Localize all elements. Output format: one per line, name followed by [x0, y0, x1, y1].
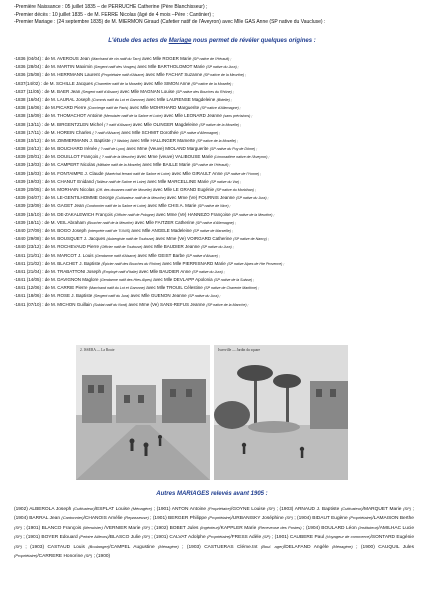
act-groom: M. TRABATTONI Joseph [51, 268, 102, 274]
act-groom: M. MICHON Guillain [51, 301, 92, 307]
act-groom-origin: (Épicier natif des Bouches du Rhône) [101, 261, 162, 266]
act-groom-origin: (Soldat natif du Nord) [93, 302, 128, 307]
acts-heading: L'étude des actes de Mariage nous permet de révéler quelques origines : [108, 38, 316, 44]
marriage-entry-text: /KAPPLER Marie [219, 525, 258, 531]
marriage-act-row: -1839 (15/10) : de M. DE-ZAKALEWICH François (Officier natif de Pologne) avec Mme (Ve) HANNEZO Françoise (SP native de la Meurthe) ; [14, 211, 275, 217]
act-groom: M. BIRGENTZLEN Michel [50, 121, 103, 127]
marriage-act-row: -1838 (24/12) : de M. BOUCHARD Irénée ( ? natif de Lyon) avec Mme (Veuve) MIOLAND Marguerite (SP native du Puy de Dôme) ; [14, 146, 258, 152]
first-birth-line: -Première Naissance : 05 juillet 1835 – de PERRUCHE Catherine (Père Blanchisseur) ; [14, 4, 208, 10]
marriage-act-row: -1839 (04/07) : de M. LE-GENTILHOMME George (Cultivateur natif de la Meurthe) avec Mme (Ve) FOURNIS Jeanne (SP native du Jura) ; [14, 195, 269, 201]
palm-square-image [214, 345, 348, 480]
act-bride: Mme (Ve) HANNEZO Françoise [166, 211, 231, 217]
act-bride-origin: (SP native du Jura) ; [187, 294, 221, 299]
act-date: -1839 (20/05) [14, 187, 42, 192]
marriage-entry-occupation: (Ménagère) [131, 506, 153, 511]
act-groom-origin: ( ? natif de la Meurthe) [99, 155, 136, 160]
marriage-entry-occupation: (SP) [141, 524, 150, 530]
act-bride: Mlle HALLINGER Mamerte [141, 137, 196, 143]
act-bride-origin: (SP native du Jura) ; [235, 196, 269, 201]
marriage-entry-occupation: (SP) [84, 553, 93, 559]
marriage-act-row: -1841 (14/05) : de M. DAVIGNON Maglore (Gendarme natif des Htes Alpes) avec Mlle DEVLAPP Apolonia (SP native de la Suisse) ; [14, 277, 255, 283]
marriage-entry-text: /FRESS Adèle [230, 535, 263, 541]
marriage-entry-occupation: (Cantonnier) [61, 515, 84, 521]
act-date: -1841 (18/06) [14, 293, 42, 299]
marriage-entry-text: ; (1900) CAUQUIL Jules [352, 544, 414, 550]
act-date: -1840 (23/12) [14, 244, 42, 250]
act-bride: Mlle SIMON Anne [154, 80, 191, 86]
act-groom-origin: (Sergent natif du Jura) [93, 294, 130, 299]
marriage-entry-text: /CAMPEL Augustine [109, 544, 159, 550]
marriage-entry-occupation: (Instituteur) [358, 524, 379, 530]
act-bride: Mlle MARCELLINE Marie [158, 178, 209, 184]
act-date: -1839 (13/03) [14, 162, 42, 168]
postcards [76, 345, 348, 480]
act-groom-origin: ( ? natif d'Alsace) [92, 130, 121, 135]
act-bride: Mme (Ve) SANS-REFUS Jeanne [139, 301, 206, 307]
act-groom: M. ROSE J. Baptiste [51, 293, 93, 299]
act-groom-origin: (Sergent natif d'Alsace) [81, 89, 119, 94]
act-groom-origin: (Boucher natif de la Meurthe) [87, 220, 134, 225]
act-groom-origin: (Gendarme natif d'Alsace) [94, 253, 137, 258]
postcard-photo-street [76, 345, 210, 480]
act-groom: M. CHANUT Enidand [51, 178, 94, 184]
act-groom: M. BOUSQUET J. Jacques [51, 236, 106, 242]
act-bride-origin: (SP native de l'Hérault) ; [192, 57, 232, 61]
marriage-act-row: -1841 (21/04) : de M. TRABATTONI Joseph (Employé natif d'Italie) avec Mlle BAUDIER Anne (SP native du Jura) ; [14, 268, 225, 274]
act-bride-origin: (SP native d'Allemagne) ; [195, 220, 236, 225]
marriage-act-row: -1836 (28/04) : de M. MARTIN Maximin (Sergent natif des Vosges) avec Mlle BARTHOLOMOT Marie (SP native du Jura) ; [14, 64, 239, 70]
act-date: -1841 (21/04) [14, 268, 42, 274]
marriage-act-row: -1840 (23/12) : de M. ROCHEVAUD Pierre (Officier natif de Toulouse) avec Mlle BAUDIER Jeanne (SP native du Jura) ; [14, 244, 234, 250]
act-groom-origin: (Sergent natif des Vosges) [93, 65, 137, 70]
street-scene-image [76, 345, 210, 480]
marriage-entry-text: /GOYNE Louise [231, 507, 268, 512]
act-date: -1838 (24/12) [14, 146, 42, 152]
first-death-line: -Premier décès : 10 juillet 1835 - de M. FERRE Nicolas (âgé de 4 mois –Père : Cantinier) ; [14, 11, 214, 18]
act-bride: Mlle BARTHOLOMOT Marie [148, 64, 205, 70]
act-groom: M. DE-ZAKALEWICH François [51, 211, 113, 217]
marriage-entry-occupation: (Ingénieur) [199, 524, 220, 530]
act-date: -1839 (20/01) [14, 154, 42, 160]
act-groom-origin: (Interprète natif de TUNIS) [87, 228, 131, 233]
act-date: -1839 (15/10) [14, 211, 42, 217]
marriage-entry-text: /AMILHAC Lucie [378, 525, 415, 531]
act-bride-origin: (sans précisions) ; [223, 114, 253, 119]
marriage-entry-text: /CARRERE Honorine [37, 554, 85, 560]
act-bride-origin: (SP native de la Moselle) ; [196, 138, 239, 143]
marriage-entry-text: /SONTARD Eugénie [370, 535, 415, 541]
act-date: -1838 (17/11) [14, 129, 41, 135]
marriage-entry-text: /URBANISKY Joséphine [231, 516, 285, 522]
marriage-entry-occupation: (Ménagère) [158, 543, 179, 549]
act-bride-origin: (SP native de Marseille) ; [192, 228, 233, 233]
marriage-act-row: -1841 (18/06) : de M. ROSE J. Baptiste (Sergent natif du Jura) avec Mlle GUENON Jeanne (SP native du Jura) ; [14, 293, 221, 299]
act-bride-origin: (SP native de l'Hérault) ; [191, 163, 231, 168]
act-groom-origin: ( ? natif de Lyon) [98, 147, 126, 152]
act-date: -1836 (28/04) [14, 64, 42, 70]
marriage-entry-text: ; (1901) BOYER Edouard [22, 535, 80, 541]
act-groom: M. CAMPERT Nicolas [51, 162, 96, 168]
marriage-entry-text: /DELAFAND Angèle [283, 544, 333, 550]
marriage-act-row: -1839 (15/03) : de M. FONTAIMPE J. Claude (Maréchal ferrant natif de Saône et Loire) avec Mlle GIRAULT Anne (SP native de l'Yonne) ; [14, 170, 262, 176]
act-bride: Mme (Veuve) MIOLAND Marguerite [137, 146, 209, 152]
act-bride: Mme (Ve) FOURNIS Jeanne [177, 195, 235, 201]
act-groom: M.PICARD Pierre [51, 105, 87, 111]
act-groom-origin: (Cordonnier natif de la Saône et Loire) [85, 204, 147, 209]
marriage-entry-occupation: (Cultivateur) [72, 506, 95, 511]
marriage-act-row: -1839 (20/05) : de M. MORHAIN Nicolas (Off. des douanes natif de Moselle) avec Mlle LE GRAND Eugénie (SP native du Morbihan) ; [14, 187, 256, 192]
act-bride: Mlle FAITZER Catherine [145, 219, 195, 225]
act-bride-origin: (Limonadière native de l'Aveyron) ; [214, 155, 270, 160]
act-groom: M. LAURAL Joseph [51, 96, 91, 102]
marriage-entry-text: ; (1901) BERGER Philippe [148, 516, 209, 522]
act-bride: Mlle DEVLAPP Apolonia [163, 277, 213, 283]
act-groom: M. FONTAIMPE J. Claude [51, 170, 104, 176]
act-groom-origin: (Marchand de vin natif du Tarn) [91, 57, 141, 61]
marriage-act-row: -1838 (16/06) : de M.PICARD Pierre (Concierge natif de Paris) avec Mlle MOHRHARD Marguerite (SP native d'Allemagne) ; [14, 105, 241, 111]
marriage-act-row: -1838 (16/04) : de M. LAURAL Joseph (Commis natif du Lot et Garonne) avec Mlle LAURENSE Magdeleine (Bidelle) ; [14, 96, 232, 102]
act-bride-origin: (SP native de Nice) ; [197, 204, 231, 209]
marriage-entry-occupation: (SP) [142, 534, 151, 540]
act-bride: Mlle BAUDIER Anne [149, 268, 191, 274]
act-groom: M. MARCOT J. Louis [51, 252, 94, 258]
marriage-entry-text: /CHANOIS Amélie [83, 516, 124, 522]
act-date: -1839 (04/07) [14, 195, 42, 201]
act-date: -1837(14/02) [14, 80, 40, 86]
act-groom-origin: (Charretier natif de la Moselle) [94, 81, 143, 86]
first-marriage-line: -Premier Mariage : (24 septembre 1835) de M. MIERMON Giraud (Cafetier natif de l'Aveyron) avec Mlle GAS Anne (SP native du Vaucluse) : [14, 19, 326, 26]
act-groom: M. MORHAIN Nicolas [51, 187, 95, 192]
marriage-entry-text: ; (1900) [92, 554, 111, 560]
act-date: -1840 (27/09) [14, 227, 42, 233]
marriage-entry-occupation: (Ménagère) [332, 543, 353, 549]
act-groom-origin: (Tailleur natif de Saône et Loire) [95, 179, 147, 184]
act-date: -1841 (12/06) [14, 285, 42, 291]
act-bride: Mlle FACHAT Suzanne [156, 72, 203, 78]
act-bride: Mlle PIERRISNARD Marie [173, 260, 226, 266]
marriage-act-row: -1839 (19/03) : de M. CHANUT Enidand (Tailleur natif de Saône et Loire) avec Mlle MARCELLINE Marie (SP native du Var) ; [14, 178, 242, 184]
act-bride: Mlle LAURENSE Magdeleine [157, 96, 216, 102]
act-date: -1836 (25/08) [14, 72, 42, 78]
other-marriages-paragraph [14, 505, 414, 561]
marriage-act-row: -1839 (23/09) : de M. GAGET Jean (Cordonnier natif de la Saône et Loire) avec Mlle CHIS A. Marie (SP native de Nice) ; [14, 203, 231, 209]
marriage-act-row: -1838 (13/11) : de M. BIRGENTZLEN Michel ( ? natif d'Alsace) avec Mlle OLINGER Magdeleine (SP native de la Moselle) ; [14, 121, 242, 127]
act-bride-origin: (SP native du Jura) ; [201, 245, 234, 250]
act-groom-origin: (Cultivateur natif de la Meurthe) [115, 196, 166, 201]
act-groom: M. DOUILLOT François [51, 154, 99, 160]
act-bride-origin: (SP native Alpes de Hte Provence) ; [227, 261, 285, 266]
act-bride: Mlle GEIST Barbe [148, 252, 185, 258]
marriage-act-row: -1839 (18/11) : de M. VEIL Abraham (Boucher natif de la Meurthe) avec Mlle FAITZER Catherine (SP native d'Allemagne) ; [14, 219, 236, 225]
act-groom: M. THOMACHOT Antoine [51, 113, 103, 119]
act-bride-origin: (SP native de la Meurthe) ; [203, 73, 247, 78]
act-groom: M. BLACHET J. Baptiste [51, 260, 101, 266]
act-groom: M. BOUCHARD Irénée [51, 146, 98, 152]
act-groom-origin: (Officier natif de Pologne) [114, 212, 155, 217]
marriage-act-row: -1841 (12/06) : de M. CARRIE Pierre (Marchand natif du Lot et Garonne) avec Mlle TROUIL Célestine (SP native de Charente Maritime) ; [14, 285, 260, 291]
act-bride: Mlle BAUDIER Jeanne [154, 244, 200, 250]
marriage-entry-text: ; (1901) CALVAT Adolphe [150, 535, 208, 541]
marriage-act-row: -1838 (10/12) : de M. ZIMMERMANN J. Baptiste ( ? Illisible) avec Mlle HALLINGER Mamerte (SP native de la Moselle) ; [14, 137, 239, 143]
act-groom-origin: ( ? Illisible) [111, 138, 130, 143]
act-groom-origin: (Propriétaire natif d'Alsace) [101, 73, 145, 78]
act-date: -1836 (04/04) [14, 56, 42, 61]
marriage-act-row: -1840 (27/09) : de M. BOGO Joseph (Interprète natif de TUNIS) avec Mlle ANGELE Madeleine (SP native de Marseille) ; [14, 227, 233, 233]
marriage-entry-occupation: (Repasseuse) [123, 515, 149, 521]
marriage-entry-text: ; (1901) BLANCO François [22, 525, 83, 531]
act-bride-origin: (SP native du Morbihan) ; [215, 188, 256, 192]
marriage-entry-occupation: (SP) [267, 506, 276, 511]
act-groom-origin: (Militaire natif de la Moselle) [96, 163, 142, 168]
act-date: -1841 (21/01) [14, 252, 42, 258]
act-bride-origin: (SP native de la Moselle) ; [191, 81, 234, 86]
marriage-entry-occupation: (SP) [403, 506, 412, 511]
act-date: -1838 (16/06) [14, 105, 42, 111]
marriage-entry-text: ; (1903) CASTAUD Louis [22, 544, 89, 550]
act-groom-origin: (Employé natif d'Italie) [102, 269, 138, 274]
act-bride-origin: (SP native des Bouches du Rhône) ; [175, 89, 234, 94]
act-date: -1838 (10/12) [14, 137, 42, 143]
marriage-entry-text: ; (1904) BIDAUT Eugène [292, 516, 349, 522]
act-bride-origin: (SP native d'Allemagne) ; [179, 130, 221, 135]
act-bride-origin: (SP native du Var) ; [210, 179, 242, 184]
act-bride: Mlle CHIS A. Marie [158, 203, 197, 209]
marriage-entry-text: /MARQUET Marie [362, 507, 404, 512]
act-bride: Mlle BAILLE Marie [153, 162, 191, 168]
act-date: -1839 (23/09) [14, 203, 42, 209]
marriage-entry-occupation: (Menuisier) [82, 524, 103, 530]
act-groom-origin: ( ? natif d'Alsace) [103, 122, 132, 127]
act-bride-origin: (Bidelle) ; [216, 97, 232, 102]
act-bride: Mlle SCHMIT Dorothée [132, 129, 179, 135]
marriage-entry-text: (1902) ALBEROLA Joseph [14, 507, 73, 512]
postcard-photo-square [214, 345, 348, 480]
marriage-entry-text: ; (1901) ANTON Antoine [152, 507, 208, 512]
marriage-entry-occupation: (Propriétaire) [207, 506, 232, 511]
act-bride: Mme (veuve) VALIBOUSE Marie [147, 154, 213, 160]
act-date: -1837 (11/05) [14, 88, 41, 94]
marriage-entry-text: ; (1904) BOULARD Léon [301, 525, 359, 531]
marriage-act-row: -1837 (11/05) : de M. BAER Jean (Sergent natif d'Alsace) avec Mlle MAGNAN Louise (SP native des Bouches du Rhône) ; [14, 88, 234, 94]
act-bride: Mlle LEONARD Jeanne [174, 113, 222, 119]
act-date: -1841 (14/05) [14, 277, 42, 283]
act-bride: Mlle TROUIL Célestine [156, 285, 203, 291]
act-groom-origin: (Gendarme natif des Htes Alpes) [99, 278, 152, 283]
postcard-caption-left: 2. ISSERA — La Route [80, 348, 115, 352]
act-groom: M. DAVIGNON Maglore [51, 277, 99, 283]
act-groom-origin: (Menuisier natif de la Saône et Loire) [103, 114, 163, 119]
marriage-act-row: -1841 (21/02) : de M. BLACHET J. Baptiste (Épicier natif des Bouches du Rhône) avec Mlle PIERRISNARD Marie (SP native Alpes de Hte Provence) ; [14, 260, 285, 266]
marriage-entry-occupation: (Receveuse des Postes) [257, 524, 302, 530]
marriage-act-row: -1841 (07/10) : de M. MICHON Guillain (Soldat natif du Nord) avec Mme (Ve) SANS-REFUS Jeanne (SP native de la Manche) ; [14, 301, 249, 307]
act-groom-origin: (Maréchal ferrant natif de Saône et Loire) [104, 171, 171, 176]
act-bride-origin: (SP native de la Meurthe) ; [231, 212, 275, 217]
act-groom: M. SCHILLE Jacques [49, 80, 93, 86]
marriage-act-row: -1840 (29/08) : de M. BOUSQUET J. Jacques (Aubergiste natif de Toulouse) avec Mme (Ve) VOIRGARD Catherine (SP native de Nancy) ; [14, 236, 269, 242]
act-bride: Mlle OLINGER Magdeleine [143, 121, 198, 127]
marriage-act-row: -1839 (13/03) : de M. CAMPERT Nicolas (Militaire natif de la Moselle) avec Mlle BAILLE Marie (SP native de l'Hérault) ; [14, 162, 231, 168]
act-bride-origin: (SP native de l'Yonne) ; [223, 171, 262, 176]
act-groom: M. VEIL Abraham [50, 219, 86, 225]
act-groom: M. ROCHEVAUD Pierre [51, 244, 99, 250]
marriage-entry-occupation: (Propriétaire) [14, 553, 38, 559]
marriage-entry-occupation: (Propriétaire) [349, 515, 373, 521]
act-groom-origin: (Aubergiste natif de Toulouse) [106, 237, 155, 242]
act-groom: M. ZIMMERMANN J. Baptiste [51, 137, 111, 143]
act-bride-origin: (SP native d'Allemagne) ; [200, 106, 241, 111]
act-date: -1839 (19/03) [14, 178, 42, 184]
marriage-entry-text: ; (1903) ARNAUD J. Baptiste [275, 507, 341, 512]
act-date: -1838 (13/11) [14, 121, 41, 127]
act-bride: Mlle ROGER Marie [152, 56, 192, 61]
marriage-entry-occupation: (SP) [284, 515, 293, 521]
act-groom: M. HERRMANN Laurent [51, 72, 100, 78]
marriage-acts-list [14, 55, 414, 309]
act-groom: M. AVEROUS Jean [51, 56, 90, 61]
marriage-entry-occupation: (Propriétaire) [207, 534, 231, 540]
act-date: -1839 (15/03) [14, 170, 42, 176]
act-groom: M. BAER Jean [50, 88, 81, 94]
marriage-entry-occupation: (Propriétaire) [208, 515, 232, 521]
marriage-act-row: -1838 (15/09) : de M. THOMACHOT Antoine (Menuisier natif de la Saône et Loire) avec Mlle LEONARD Jeanne (sans précisions) ; [14, 113, 253, 119]
marriage-entry-occupation: (Voyageur de commerce) [325, 534, 371, 540]
marriage-entry-occupation: (SP) [262, 534, 271, 540]
marriage-entry-occupation: (SP) [14, 524, 22, 530]
act-groom-origin: (Off. des douanes natif de Moselle) [95, 188, 152, 192]
marriage-entry-text: /VERNIER Marie [102, 525, 142, 531]
marriage-act-row: -1836 (25/08) : de M. HERRMANN Laurent (Propriétaire natif d'Alsace) avec Mlle FACHAT Suzanne (SP native de la Meurthe) ; [14, 72, 247, 78]
marriage-entry-occupation: (Cultivateur) [340, 506, 363, 511]
marriage-entry-occupation: (Boulanger) [88, 543, 110, 549]
marriage-entry-occupation: (SP) [14, 543, 22, 549]
marriage-act-row: -1836 (04/04) : de M. AVEROUS Jean (Marchand de vin natif du Tarn) avec Mlle ROGER Marie (SP native de l'Hérault) ; [14, 56, 232, 61]
act-bride-origin: (SP native du Jura) ; [192, 269, 225, 274]
marriage-act-row: -1838 (17/11) : de M. HOREIN Charles ( ? natif d'Alsace) avec Mlle SCHMIT Dorothée (SP native d'Allemagne) ; [14, 129, 221, 135]
act-groom: M. BOGO Joseph [51, 227, 87, 233]
act-groom-origin: (Commis natif du Lot et Garonne) [91, 97, 146, 102]
act-groom-origin: (Marchand natif du Lot et Garonne) [88, 286, 145, 291]
act-bride: Mlle GIRAULT Anne [182, 170, 223, 176]
firsts-block [14, 4, 414, 27]
act-bride-origin: (SP native de la Manche) ; [206, 302, 249, 307]
act-bride-origin: (SP native de la Suisse) ; [213, 278, 255, 283]
act-bride: Mlle GUENON Jeanne [141, 293, 187, 299]
marriage-act-row: -1837(14/02) : de M. SCHILLE Jacques (Charretier natif de la Moselle) avec Mlle SIMON Anne (SP native de la Moselle) ; [14, 80, 234, 86]
act-date: -1841 (21/02) [14, 260, 42, 266]
marriage-act-row: -1839 (20/01) : de M. DOUILLOT François ( ? natif de la Meurthe) avec Mme (veuve) VALIBOUSE Marie (Limonadière native de l'Aveyron) ; [14, 154, 270, 160]
act-date: -1840 (29/08) [14, 236, 42, 242]
act-bride: Mlle MOHRHARD Marguerite [140, 105, 200, 111]
act-bride-origin: (SP native de Nancy) ; [233, 237, 269, 242]
act-groom-origin: (Concierge natif de Paris) [87, 106, 129, 111]
postcard-caption-right: Isserville — Jardin du square [218, 348, 261, 352]
act-groom: M. HOREIN Charles [50, 129, 92, 135]
act-groom: M. CARRIE Pierre [51, 285, 88, 291]
act-bride-origin: (SP native du Jura) ; [206, 65, 239, 70]
act-date: -1838 (15/09) [14, 113, 42, 119]
marriage-act-row: -1841 (21/01) : de M. MARCOT J. Louis (Gendarme natif d'Alsace) avec Mlle GEIST Barbe (SP native d'Alsace) ; [14, 252, 220, 258]
act-bride-origin: (SP native de la Moselle) ; [199, 122, 242, 127]
act-groom: M. MARTIN Maximin [51, 64, 93, 70]
marriage-entry-text: /ESPLAT Louise [94, 507, 132, 512]
marriage-entry-text: /BLASCO Julie [108, 535, 143, 541]
marriage-entry-text: /LAMAISON Berthe [372, 516, 414, 522]
act-bride: Mlle LE GRAND Eugénie [163, 187, 215, 192]
act-bride: Mlle ANGELE Madeleine [142, 227, 192, 233]
act-bride-origin: (SP native d'Alsace) ; [185, 253, 220, 258]
marriage-entry-occupation: (Boul. ager) [260, 543, 284, 549]
marriage-entry-occupation: (SP) [14, 534, 22, 540]
act-bride: Mme (Ve) VOIRGARD Catherine [166, 236, 232, 242]
marriage-entry-text: ; (1901) CAUBERE Paul [270, 535, 326, 541]
other-marriages-heading: Autres MARIAGES relevés avant 1905 : [156, 491, 268, 497]
marriage-entry-occupation: (Peintre Ailleurs) [79, 534, 109, 540]
act-bride: Mlle MAGNAN Louise [130, 88, 175, 94]
act-groom: M. GAGET Jean [51, 203, 84, 209]
act-bride-origin: (SP native du Puy de Dôme) ; [209, 147, 258, 152]
act-groom: M. LE-GENTILHOMME George [51, 195, 115, 201]
marriage-entry-text: ; (1904) BARRAL Jean [14, 507, 415, 522]
marriage-entry-text: ; (1903) CASTUERAS Cléme.tnt [178, 544, 261, 550]
act-date: -1839 (18/11) [14, 219, 41, 225]
marriage-entry-text: ; (1902) BOBET Jules [149, 525, 200, 531]
act-date: -1841 (07/10) [14, 301, 42, 307]
act-bride-origin: (SP native de Charente Maritime) ; [204, 286, 260, 291]
act-date: -1838 (16/04) [14, 96, 42, 102]
act-groom-origin: (Officier natif de Toulouse) [100, 245, 143, 250]
